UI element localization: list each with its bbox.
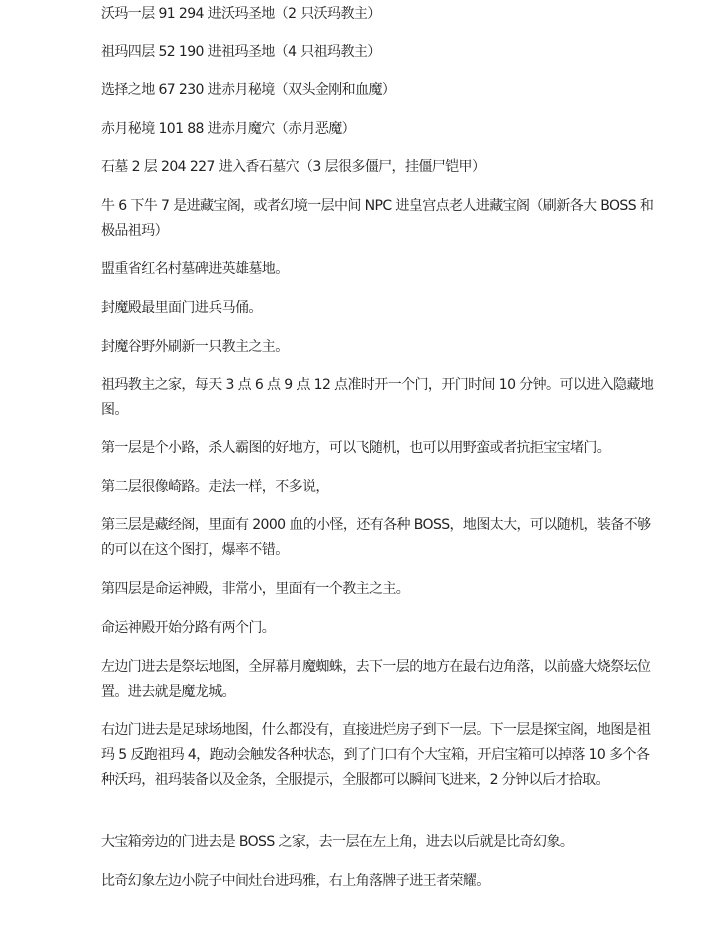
paragraph-floor-three: 第三层是藏经阁，里面有 2000 血的小怪，还有各种 BOSS，地图太大，可以随机，装备不够的可以在这个图打，爆率不错。 (101, 517, 651, 558)
paragraph-floor-one: 第一层是个小路，杀人霸图的好地方，可以飞随机，也可以用野蛮或者抗拒宝宝堵门。 (101, 440, 611, 456)
paragraph-woma-layer: 沃玛一层 91 294 进沃玛圣地（2 只沃玛教主） (101, 6, 381, 22)
paragraph-choice-land: 选择之地 67 230 进赤月秘境（双头金刚和血魔） (101, 82, 396, 98)
paragraph-terracotta: 封魔殿最里面门进兵马俑。 (101, 300, 262, 316)
paragraph-left-door: 左边门进去是祭坛地图，全屏幕月魔蜘蛛，去下一层的地方在最右边角落，以前盛大烧祭坛位置。进去就是魔龙城。 (101, 659, 651, 700)
paragraph-treasure-pavilion: 牛 6 下牛 7 是进藏宝阁，或者幻境一层中间 NPC 进皇宫点老人进藏宝阁（刷新各大 BOSS 和极品祖玛） (101, 198, 654, 239)
paragraph-red-moon-realm: 赤月秘境 101 88 进赤月魔穴（赤月恶魔） (101, 121, 356, 137)
paragraph-zuma-home: 祖玛教主之家，每天 3 点 6 点 9 点 12 点准时开一个门，开门时间 10 分钟。可以进入隐藏地图。 (101, 377, 654, 418)
paragraph-floor-four: 第四层是命运神殿，非常小，里面有一个教主之主。 (101, 581, 410, 597)
paragraph-boss-home: 大宝箱旁边的门进去是 BOSS 之家，去一层在左上角，进去以后就是比奇幻象。 (101, 834, 574, 850)
paragraph-bichi-illusion: 比奇幻象左边小院子中间灶台进玛雅，右上角落牌子进王者荣耀。 (101, 873, 490, 889)
paragraph-hero-tomb: 盟重省红名村墓碑进英雄墓地。 (101, 261, 289, 277)
paragraph-floor-two: 第二层很像崎路。走法一样，不多说， (101, 479, 329, 495)
paragraph-fate-temple: 命运神殿开始分路有两个门。 (101, 620, 276, 636)
paragraph-zuma-layer: 祖玛四层 52 190 进祖玛圣地（4 只祖玛教主） (101, 44, 381, 60)
paragraph-right-door: 右边门进去是足球场地图，什么都没有，直接进烂房子到下一层。下一层是探宝阁，地图是祖玛 5 反跑祖玛 4，跑动会触发各种状态，到了门口有个大宝箱，开启宝箱可以掉落 10 多个各种沃玛，祖玛装备以及金条，全服提示，全服都可以瞬间飞进来，2 分钟以后才拾取。 (101, 722, 651, 788)
paragraph-demon-valley: 封魔谷野外刷新一只教主之主。 (101, 339, 289, 355)
paragraph-stone-tomb: 石墓 2 层 204 227 进入香石墓穴（3 层很多僵尸，挂僵尸铠甲） (101, 159, 486, 175)
